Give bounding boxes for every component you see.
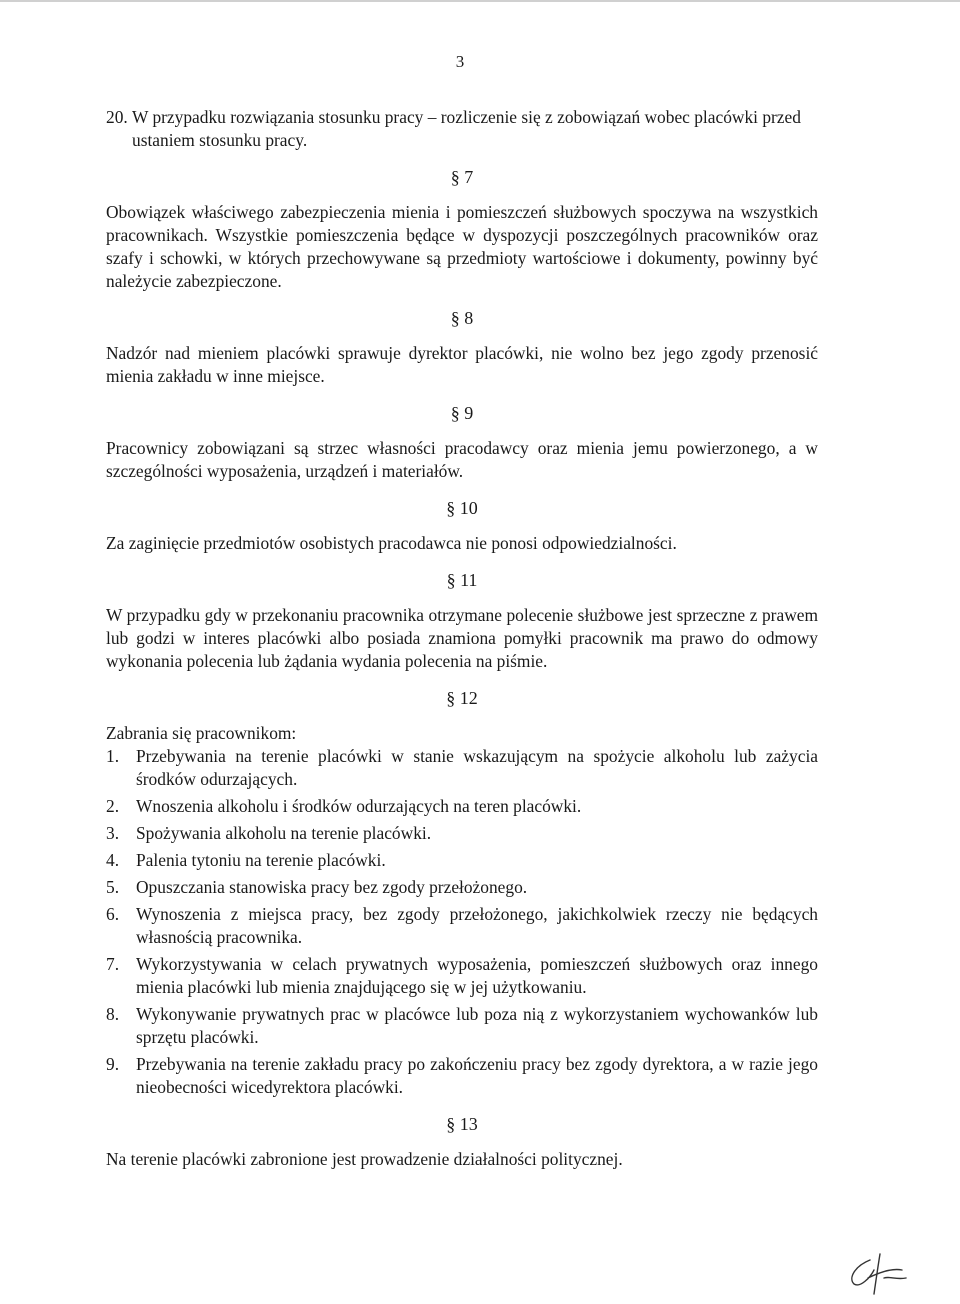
page-number: 3	[455, 52, 465, 71]
list-item	[106, 876, 818, 899]
list-item-text: Opuszczania stanowiska pracy bez zgody przełożonego.	[136, 877, 528, 897]
list-item-number: 2.	[106, 796, 120, 816]
list-item	[106, 849, 818, 872]
section-9-heading: § 9	[450, 403, 474, 423]
section-7-text: Obowiązek właściwego zabezpieczenia mienia i pomieszczeń służbowych spoczywa na wszystkich pracownikach. Wszystkie pomieszczenia będące w dyspozycji poszczególnych pracowników oraz szafy i schowki, w których przechowywane są przedmioty wartościowe i dokumenty, powinny być należycie zabezpieczone.	[106, 202, 818, 291]
document-body	[106, 106, 818, 1171]
list-item-number: 3.	[106, 823, 120, 843]
signature-icon	[840, 1248, 910, 1298]
section-10-heading: § 10	[446, 498, 478, 518]
list-item-number: 1.	[106, 746, 120, 766]
list-item	[106, 795, 818, 818]
section-11-text: W przypadku gdy w przekonaniu pracownika otrzymane polecenie służbowe jest sprzeczne z prawem lub godzi w interes placówki albo posiada znamiona pomyłki pracownik ma prawo do odmowy wykonania polecenia lub żądania wydania polecenia na piśmie.	[106, 605, 818, 671]
list-item	[106, 953, 818, 999]
list-item-number: 5.	[106, 877, 120, 897]
list-item-number: 8.	[106, 1004, 120, 1024]
list-item-text: W przypadku rozwiązania stosunku pracy – rozliczenie się z zobowiązań wobec placówki przed ustaniem stosunku pracy.	[132, 107, 801, 150]
section-10-text: Za zaginięcie przedmiotów osobistych pracodawca nie ponosi odpowiedzialności.	[106, 533, 677, 553]
list-item	[106, 745, 818, 791]
scan-edge-line	[0, 0, 960, 2]
list-item-number: 6.	[106, 904, 120, 924]
list-item-text: Przebywania na terenie zakładu pracy po zakończeniu pracy bez zgody dyrektora, a w razie jego nieobecności wicedyrektora placówki.	[136, 1054, 818, 1097]
section-12-heading: § 12	[446, 688, 478, 708]
list-item-text: Przebywania na terenie placówki w stanie wskazującym na spożycie alkoholu lub zażycia środków odurzających.	[136, 746, 818, 789]
section-7-heading: § 7	[450, 167, 474, 187]
prohibitions-list	[106, 745, 818, 1099]
list-item-text: Spożywania alkoholu na terenie placówki.	[136, 823, 432, 843]
list-item-text: Wnoszenia alkoholu i środków odurzających na teren placówki.	[136, 796, 582, 816]
list-item-20	[106, 106, 818, 152]
list-item-text: Wykorzystywania w celach prywatnych wyposażenia, pomieszczeń służbowych oraz innego mienia placówki lub mienia znajdującego się w jej użytkowaniu.	[136, 954, 818, 997]
list-item-text: Wykonywanie prywatnych prac w placówce lub poza nią z wykorzystaniem wychowanków lub sprzętu placówki.	[136, 1004, 818, 1047]
list-item-number: 7.	[106, 954, 120, 974]
list-item	[106, 903, 818, 949]
section-12-intro: Zabrania się pracownikom:	[106, 723, 297, 743]
list-item-text: Wynoszenia z miejsca pracy, bez zgody przełożonego, jakichkolwiek rzeczy nie będących własnością pracownika.	[136, 904, 818, 947]
section-13-text: Na terenie placówki zabronione jest prowadzenie działalności politycznej.	[106, 1149, 623, 1169]
list-item	[106, 822, 818, 845]
list-item-number: 9.	[106, 1054, 120, 1074]
list-item-number: 20.	[106, 107, 128, 127]
section-8-heading: § 8	[450, 308, 474, 328]
section-9-text: Pracownicy zobowiązani są strzec własności pracodawcy oraz mienia jemu powierzonego, a w szczególności wyposażenia, urządzeń i materiałów.	[106, 438, 818, 481]
section-11-heading: § 11	[446, 570, 478, 590]
list-item	[106, 1003, 818, 1049]
list-item	[106, 1053, 818, 1099]
list-item-text: Palenia tytoniu na terenie placówki.	[136, 850, 386, 870]
section-13-heading: § 13	[446, 1114, 478, 1134]
section-8-text: Nadzór nad mieniem placówki sprawuje dyrektor placówki, nie wolno bez jego zgody przenosić mienia zakładu w inne miejsce.	[106, 343, 818, 386]
list-item-number: 4.	[106, 850, 120, 870]
